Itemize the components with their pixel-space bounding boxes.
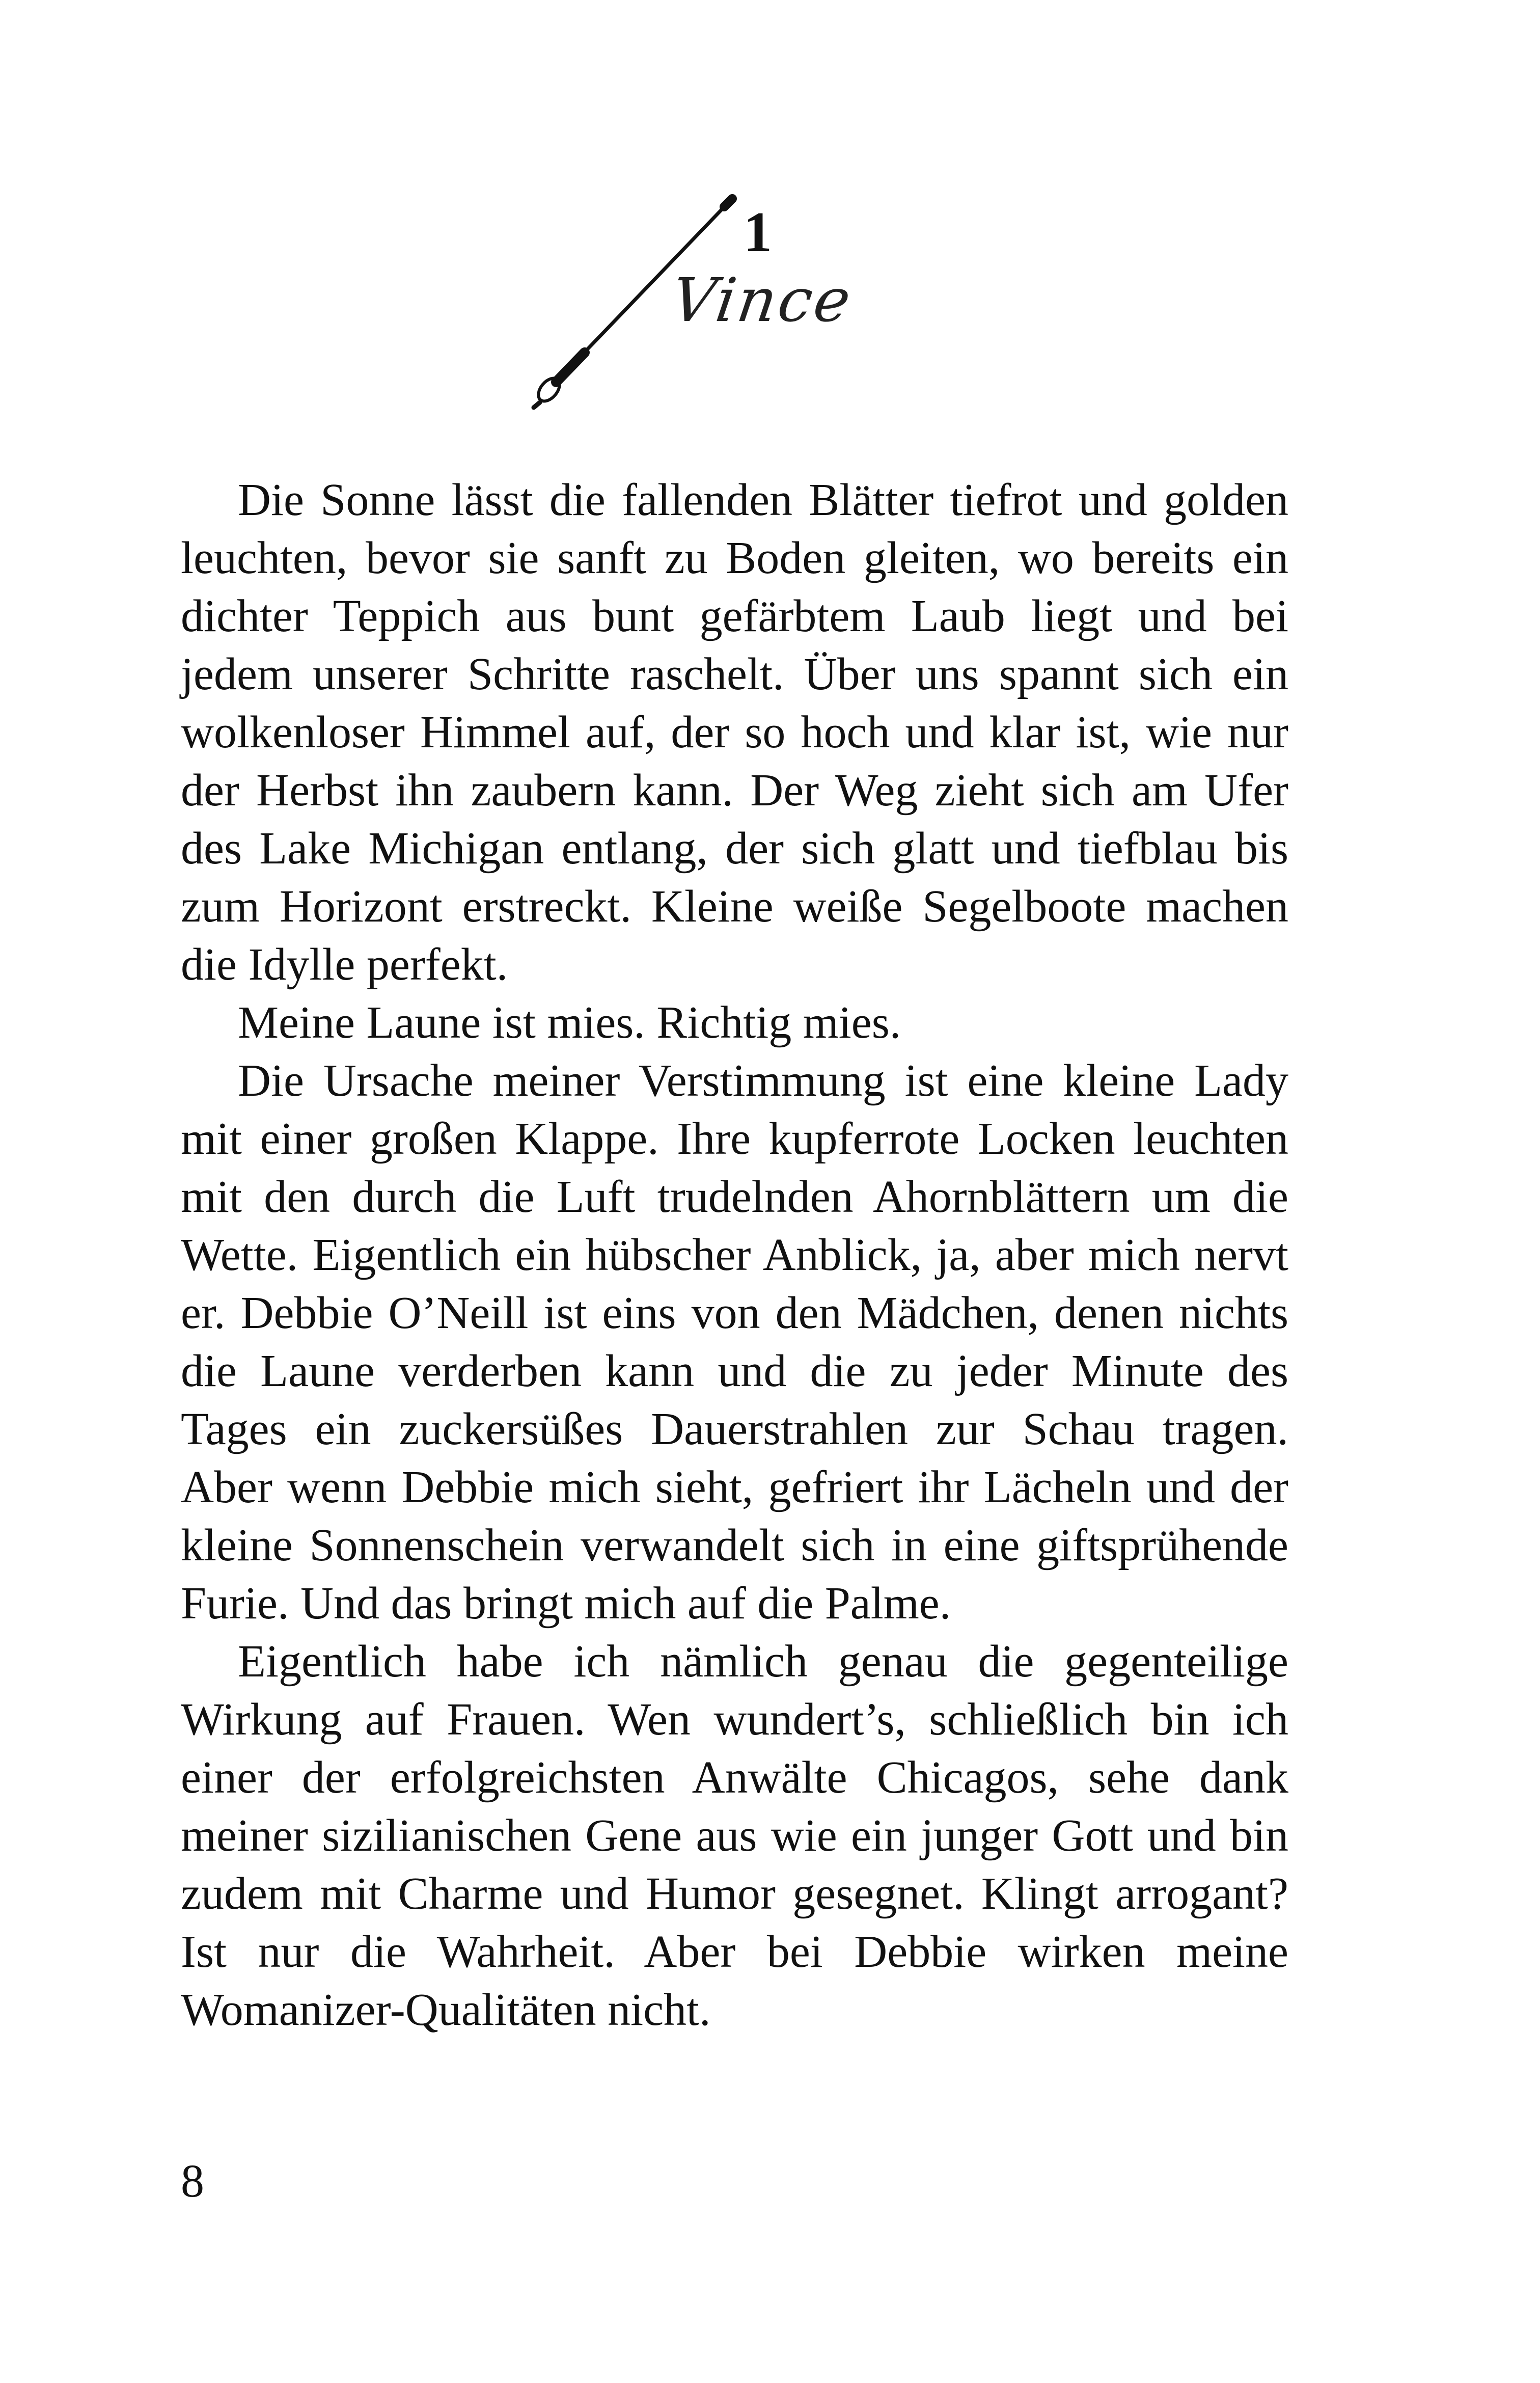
page-number: 8 [181,2155,204,2207]
chapter-header [519,183,857,418]
paragraph: Die Ursache meiner Verstimmung ist eine kleine Lady mit einer großen Klappe. Ihre kupferrote Locken leuchten mit den durch die Luft trudelnden Ahornblättern um die Wette. Eigentlich ein hübscher Anblick, ja, aber mich nervt er. Debbie O’Neill ist eins von den Mädchen, denen nichts die Laune verderben kann und die zu jeder Minute des Tages ein zuckersüßes Dauerstrahlen zur Schau tragen. Aber wenn Debbie mich sieht, gefriert ihr Lächeln und der kleine Sonnenschein verwandelt sich in eine giftsprühende Furie. Und das bringt mich auf die Palme. [181,1055,1288,1629]
paragraph: Die Sonne lässt die fallenden Blätter tiefrot und golden leuchten, bevor sie sanft zu Boden gleiten, wo bereits ein dichter Teppich aus bunt gefärbtem Laub liegt und bei jedem unserer Schritte raschelt. Über uns spannt sich ein wolkenloser Himmel auf, der so hoch und klar ist, wie nur der Herbst ihn zaubern kann. Der Weg zieht sich am Ufer des Lake Michigan entlang, der sich glatt und tiefblau bis zum Horizont erstreckt. Kleine weiße Segelboote machen die Idylle perfekt. [181,475,1288,990]
paragraph: Eigentlich habe ich nämlich genau die gegenteilige Wirkung auf Frauen. Wen wundert’s, schließlich bin ich einer der erfolgreichsten Anwälte Chicagos, sehe dank meiner sizilianischen Gene aus wie ein junger Gott und bin zudem mit Charme und Humor gesegnet. Klingt arrogant? Ist nur die Wahrheit. Aber bei Debbie wirken meine Womanizer-Qualitäten nicht. [181,1636,1288,2035]
body-text [181,471,1288,2039]
chapter-number: 1 [744,201,772,264]
paragraph: Meine Laune ist mies. Richtig mies. [238,997,901,1048]
chapter-title: Vince [667,265,857,335]
